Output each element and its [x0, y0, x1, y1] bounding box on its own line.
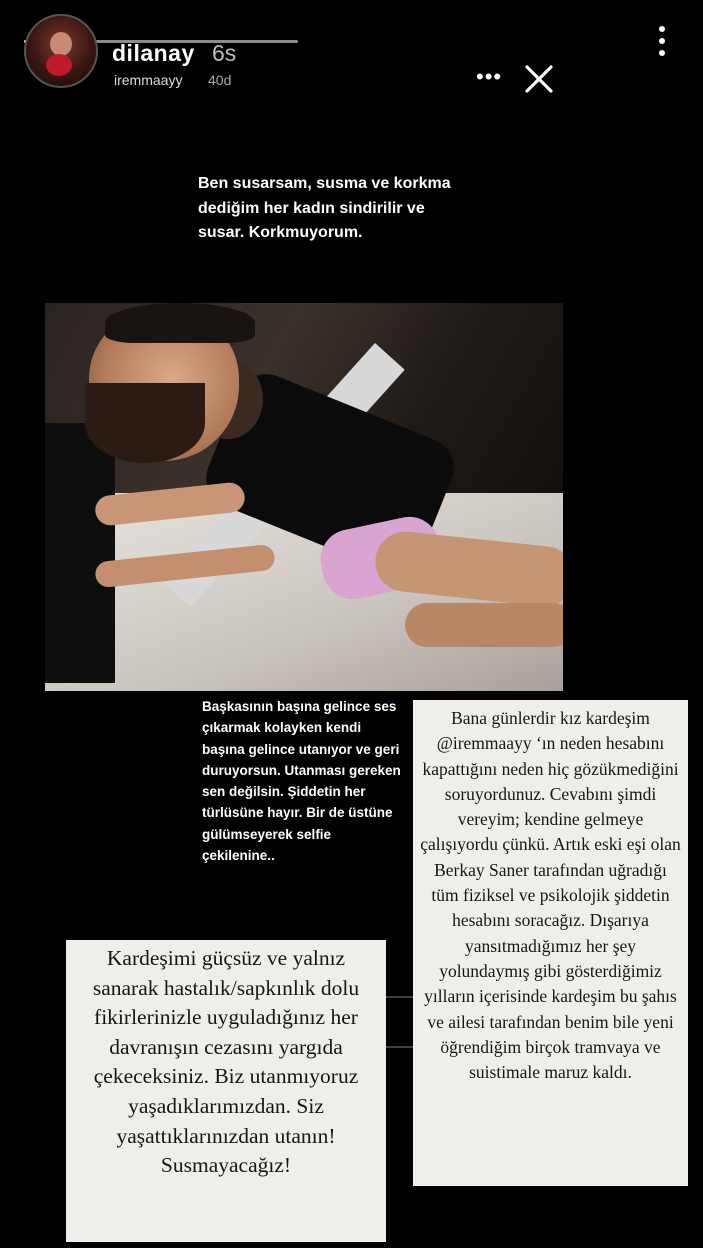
- timestamp: 6s: [212, 40, 237, 66]
- avatar[interactable]: [24, 14, 98, 88]
- mention-link[interactable]: @iremmaayy: [436, 733, 532, 754]
- story-top-text: Ben susarsam, susma ve korkma dediğim her kadın sindirilir ve susar. Korkmuyorum.: [198, 175, 451, 241]
- guide-line: [386, 1046, 416, 1048]
- close-icon[interactable]: [522, 62, 556, 96]
- story-middle-text: Başkasının başına gelince ses çıkarmak kolayken kendi başına gelince utanıyor ve geri duruyorsun. Utanması gereken sen değilsin. Şiddetin her türlüsüne hayır. Bir de üstüne gülümseyerek selfie çekilenine..: [202, 699, 401, 864]
- selfie-photo: [45, 303, 563, 691]
- avatar-detail: [46, 54, 72, 76]
- avatar-face: [50, 32, 72, 56]
- statement-card-right: [413, 700, 688, 1186]
- tagged-timestamp: 40d: [208, 72, 232, 88]
- more-vertical-icon[interactable]: [650, 26, 674, 66]
- statement-text: Bana günlerdir kız kardeşim: [451, 708, 650, 728]
- more-horizontal-icon[interactable]: •••: [476, 64, 503, 89]
- username[interactable]: dilanay: [112, 40, 195, 66]
- guide-line: [386, 996, 416, 998]
- tagged-username[interactable]: iremmaayy: [114, 72, 183, 88]
- statement-card-left: Kardeşimi güçsüz ve yalnız sanarak hastalık/sapkınlık dolu fikirlerinizle uyguladığınız her davranışın cezasını yargıda çekeceksiniz. Biz utanmıyoruz yaşadıklarımızdan. Siz yaşattıklarınızdan utanın! Susmayacağız!: [66, 940, 386, 1242]
- statement-text: ‘ın neden hesabını kapattığını neden hiç gözükmediğini soruyordunuz. Cevabını şimdi vereyim; kendine gelmeye çalışıyordu çünkü. Artık eski eşi olan Berkay Saner tarafından uğradığı tüm fiziksel ve psikolojik şiddetin hesabını soracağız. Dışarıya yansıtmadığımız her şey yolundaymış gibi gösterdiğimiz yılların içerisinde kardeşim bu şahıs ve ailesi tarafından benim bile yeni öğrendiğim birçok tramvaya ve suistimale maruz kaldı.: [420, 733, 681, 1083]
